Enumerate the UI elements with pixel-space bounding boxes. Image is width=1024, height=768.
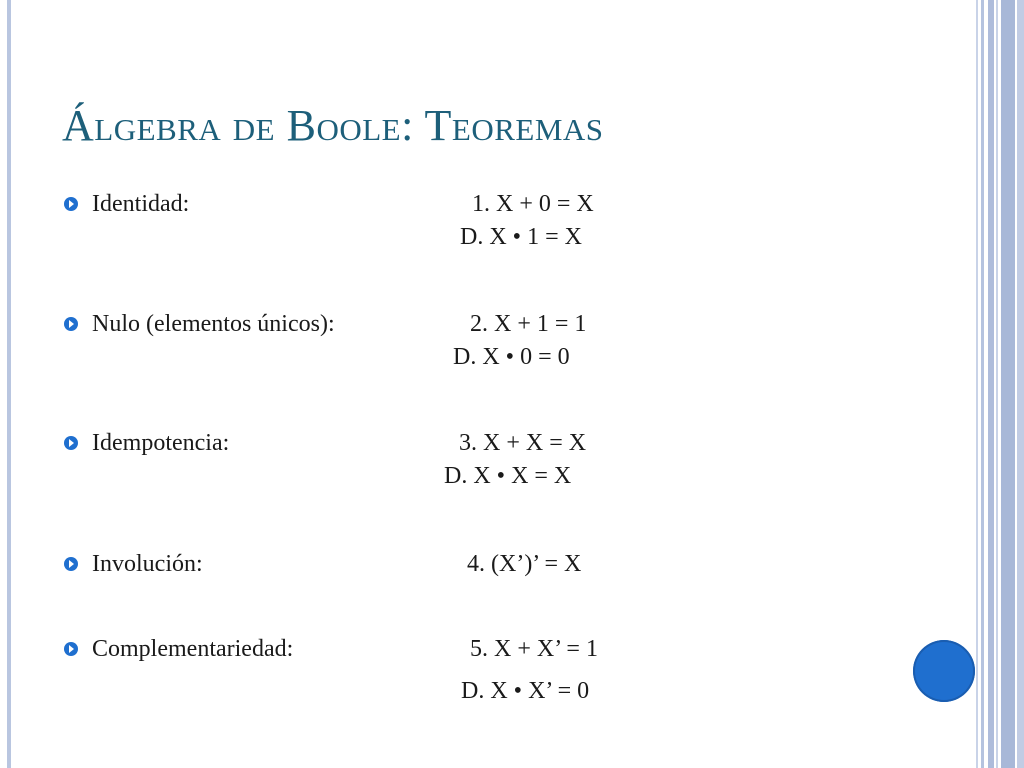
item-dual: D. X • X = X [444,463,572,489]
item-theorem: 5. X + X’ = 1 [470,636,598,662]
stripe [981,0,984,768]
stripe [988,0,994,768]
left-border-line [7,0,11,768]
item-theorem: 3. X + X = X [459,430,587,456]
stripe [1017,0,1024,768]
stripe [996,0,998,768]
item-theorem: 4. (X’)’ = X [467,551,582,577]
right-decorative-stripes [976,0,1024,768]
item-label: Involución: [92,551,203,577]
stripe [1001,0,1015,768]
item-label: Complementariedad: [92,636,294,662]
bullet-arrow-icon [64,557,78,571]
item-label: Idempotencia: [92,430,230,456]
item-dual: D. X • X’ = 0 [461,678,590,704]
slide-title: Álgebra de Boole: Teoremas [62,101,604,150]
bullet-arrow-icon [64,642,78,656]
bullet-arrow-icon [64,197,78,211]
item-label: Nulo (elementos únicos): [92,311,335,337]
item-theorem: 1. X + 0 = X [472,191,594,217]
item-dual: D. X • 0 = 0 [453,344,570,370]
bullet-arrow-icon [64,436,78,450]
item-label: Identidad: [92,191,190,217]
item-theorem: 2. X + 1 = 1 [470,311,587,337]
decorative-dot [913,640,975,702]
stripe [976,0,978,768]
bullet-arrow-icon [64,317,78,331]
item-dual: D. X • 1 = X [460,224,582,250]
